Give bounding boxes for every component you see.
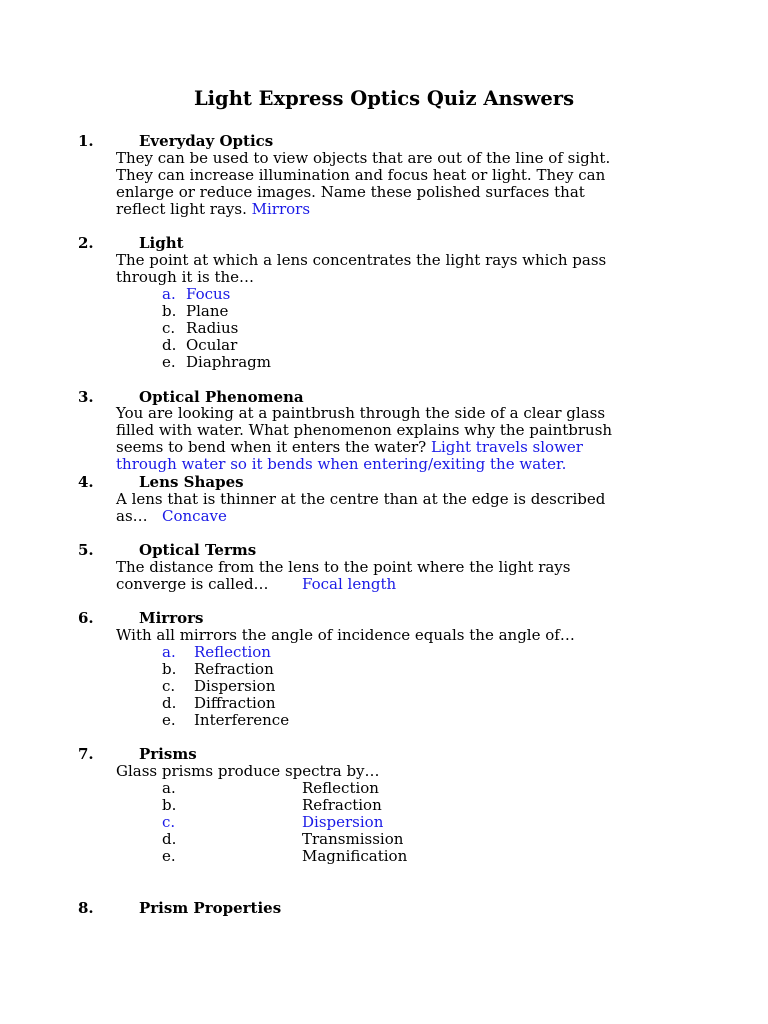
question-text: They can increase illumination and focus heat or light. They can	[116, 166, 606, 184]
option-letter: d.	[162, 694, 177, 712]
question-text: enlarge or reduce images. Name these polished surfaces that	[116, 183, 585, 201]
question-number: 7.	[78, 745, 94, 763]
option-letter: c.	[162, 677, 176, 695]
question-heading: Optical Terms	[139, 541, 257, 559]
question-text: They can be used to view objects that are out of the line of sight.	[116, 149, 611, 167]
question-heading: Mirrors	[139, 609, 204, 627]
question-heading: Light	[139, 234, 184, 252]
option-text: Reflection	[302, 779, 379, 797]
question-number: 2.	[78, 234, 94, 252]
question-heading: Prisms	[139, 745, 197, 763]
option-letter-correct: a.	[162, 285, 176, 303]
question-text: A lens that is thinner at the centre than at the edge is described	[116, 490, 606, 508]
answer-text: Focal length	[302, 575, 397, 593]
option-letter: e.	[162, 353, 176, 371]
question-number: 6.	[78, 609, 94, 627]
question-text: Glass prisms produce spectra by…	[116, 762, 380, 780]
option-text: Refraction	[302, 796, 382, 814]
question-text: The distance from the lens to the point where the light rays	[116, 558, 571, 576]
question-text: as…	[116, 507, 148, 525]
option-letter: a.	[162, 779, 176, 797]
answer-text: through water so it bends when entering/exiting the water.	[116, 455, 567, 473]
question-text: The point at which a lens concentrates the light rays which pass	[116, 251, 607, 269]
question-text: seems to bend when it enters the water?	[116, 438, 427, 456]
answer-text: Mirrors	[251, 200, 311, 218]
question-number: 1.	[78, 132, 94, 150]
option-text: Interference	[194, 711, 290, 729]
question-number: 5.	[78, 541, 94, 559]
question-text: filled with water. What phenomenon explains why the paintbrush	[116, 421, 613, 439]
question-number: 4.	[78, 473, 94, 491]
option-text-correct: Dispersion	[302, 813, 384, 831]
question-text-with-answer	[116, 439, 583, 456]
option-text: Radius	[186, 319, 239, 337]
option-letter: e.	[162, 847, 176, 865]
option-text: Transmission	[302, 830, 404, 848]
option-text: Diaphragm	[186, 353, 271, 371]
option-letter: d.	[162, 830, 177, 848]
option-text: Diffraction	[194, 694, 276, 712]
question-heading: Lens Shapes	[139, 473, 244, 491]
page-title: Light Express Optics Quiz Answers	[193, 87, 575, 110]
option-letter: c.	[162, 319, 176, 337]
option-letter: b.	[162, 796, 177, 814]
question-number: 3.	[78, 388, 94, 406]
question-heading: Optical Phenomena	[139, 388, 304, 406]
option-letter: e.	[162, 711, 176, 729]
answer-text: Concave	[162, 507, 227, 525]
option-letter-correct: c.	[162, 813, 176, 831]
question-text: through it is the…	[116, 268, 255, 286]
question-text: You are looking at a paintbrush through the side of a clear glass	[116, 404, 606, 422]
option-letter: d.	[162, 336, 177, 354]
answer-text: Light travels slower	[430, 438, 583, 456]
question-heading: Everyday Optics	[139, 132, 274, 150]
option-text: Dispersion	[194, 677, 276, 695]
option-letter: b.	[162, 302, 177, 320]
option-text: Ocular	[186, 336, 238, 354]
option-text: Plane	[186, 302, 229, 320]
question-text: reflect light rays.	[116, 200, 247, 218]
question-text: With all mirrors the angle of incidence equals the angle of…	[116, 626, 575, 644]
question-number: 8.	[78, 899, 94, 917]
option-text: Refraction	[194, 660, 274, 678]
option-letter: b.	[162, 660, 177, 678]
option-text-correct: Focus	[186, 285, 231, 303]
question-heading: Prism Properties	[139, 899, 282, 917]
question-text: converge is called…	[116, 575, 269, 593]
option-text: Magnification	[302, 847, 408, 865]
option-letter-correct: a.	[162, 643, 176, 661]
question-text-with-answer	[116, 201, 310, 218]
option-text-correct: Reflection	[194, 643, 271, 661]
